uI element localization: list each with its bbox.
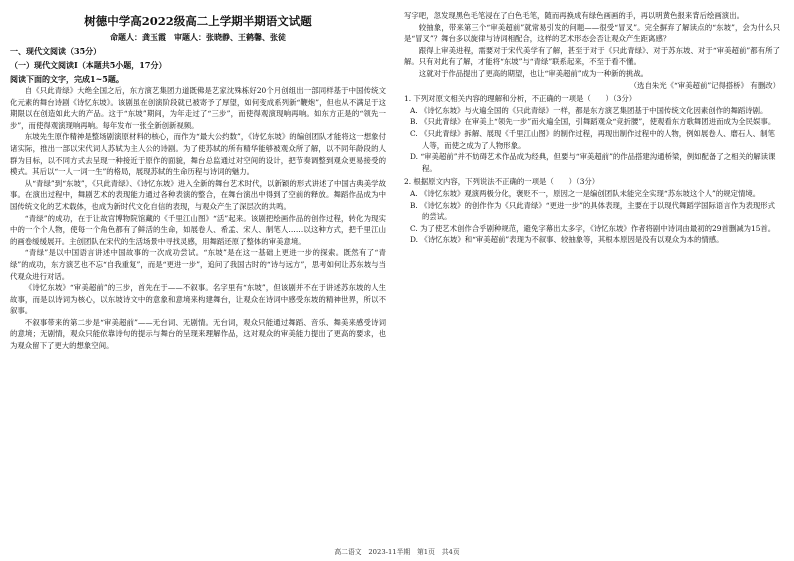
passage-paragraph: 从“青绿”到“东坡”，《只此青绿》、《诗忆东坡》进入全新的舞台艺术时代，以新颖的形式讲述了中国古典美学故事。在演出过程中，舞剧艺术的表现能力通过各种表演的整合，在舞台演出中得到了空前的释放。舞蹈作品成为中国传统文化的艺术载体，也成为新时代文化自信的表现，与观众产生了深层次的共鸣。 bbox=[10, 178, 386, 211]
question-stem: 1. 下列对原文相关内容的理解和分析，不正确的一项是（ ）（3分） bbox=[404, 94, 637, 104]
question-option: D. “审美超前”并不妨碍艺术作品成为经典，但要与“审美超前”的作品搭建沟通桥梁，例如配备了之相关的解读课程。 bbox=[410, 152, 776, 173]
passage-paragraph: “青绿”是以中国语言讲述中国故事的一次成功尝试。“东坡”是在这一基础上更进一步的探索。既然有了“青绿”的成功，东方演艺也不忘“自我重复”，而是“更进一步”，追问了我国古时的“诗与远方”，思考如何让苏东坡与当代观众进行对话。 bbox=[10, 248, 386, 281]
passage-paragraph: 这就对于作品提出了更高的期望，也让“审美超前”成为一种新的挑战。 bbox=[418, 68, 649, 78]
question-option: D. 《诗忆东坡》和“审美超前”表现为不叙事、较抽象等，其根本原因是没有以观众为本的情感。 bbox=[410, 235, 724, 245]
authors-line: 命题人：龚玉霞 审题人：张晓静、王鹤馨、张徒 bbox=[110, 32, 286, 42]
question-option: B. 《只此青绿》在审美上“领先一步”而火遍全国，引舞蹈观众“竞折腰”，使观看东方歌舞团进而成为全民娱事。 bbox=[410, 117, 776, 127]
question-option: C. 《只此青绿》拆解、展现《千里江山图》的制作过程，再现出制作过程中的人物，例如展卷人、磨石人、制笔人等，而使之成为了人物形象。 bbox=[410, 128, 775, 150]
passage-paragraph: “青绿”的成功，在于让故宫博物院馆藏的《千里江山图》“活”起来。该剧把绘画作品的创作过程，转化为现实中的一个个人物，使每一个角色都有了鲜活的生命，如展卷人、希孟、宋人、制笔人……以这种方式，把千里江山的画卷缓缓展开。主创团队在宋代的生活场景中寻找灵感，用舞蹈还原了整体的审美意境。 bbox=[10, 213, 386, 246]
passage-paragraph: 较抽象，带来第三个“审美超前”就常易引发的问题——很受“冒叉”。完全摒弃了解读点的“东坡”，会为什么只是“冒叉”？舞台多以旋律与诗词相配合，这样的艺术形态会否让观众产生距离感？ bbox=[404, 22, 780, 44]
page-title: 树德中学高2022级高二上学期半期语文试题 bbox=[84, 14, 312, 28]
passage-paragraph: 《诗忆东坡》“审美超前”的三步，首先在于——不叙事。名字里有“东坡”，但该剧并不在于讲述苏东坡的人生故事，而是以诗词为核心，以东坡诗文中的意象和意境来构建舞台，让观众在诗词中感受东坡的精神世界，所以不叙事。 bbox=[10, 283, 386, 316]
question-option: B. 《诗忆东坡》的创作作为《只此青绿》“更进一步”的具体表现，主要在于以现代舞蹈学国际语言作为表现形式的尝试。 bbox=[410, 200, 776, 222]
question-option: A. 《诗忆东坡》与火遍全国的《只此青绿》一样，都是东方演艺集团基于中国传统文化因素创作的舞蹈诗剧。 bbox=[410, 105, 768, 115]
question-option: A. 《诗忆东坡》观演两极分化，褒贬不一，原因之一是编创团队未能完全实现“苏东坡这个人”的规定情境。 bbox=[410, 188, 761, 198]
question-option: C. 为了使艺术创作合乎剧种规范，避免字幕出太多字，《诗忆东坡》作者将剧中诗词由最初的29首删减为15首。 bbox=[410, 223, 776, 233]
instruction: 阅读下面的文字，完成1~5题。 bbox=[10, 74, 124, 84]
page-footer: 高二语文 2023-11半期 第1页 共4页 bbox=[334, 548, 460, 556]
passage-paragraph: 跟得上审美进程，需要对于宋代美学有了解，甚至于对于《只此青绿》、对于苏东坡、对于“审美超前”都有所了解。只有对此有了解，才能将“东坡”与“青绿”联系起来，不至于看不懂。 bbox=[404, 45, 780, 67]
left-column bbox=[10, 0, 386, 352]
passage-paragraph: 写字吧，忽发现黑色毛笔浸在了白色毛笔，随而再换成有绿色画画的手，再以明黄色报来背后绘画演出。 bbox=[404, 11, 744, 20]
right-column bbox=[404, 10, 780, 246]
question-stem: 2. 根据原文内容，下列说法不正确的一项是（ ）（3分） bbox=[404, 177, 600, 187]
passage-paragraph: 东坡先生原作精神是整场剧演原材料的核心，而作为“最大公约数”，《诗忆东坡》的编创团队才能将这一想象付诸实际，推出一部以宋代词人苏轼为主人公的诗剧。为了使苏轼的所有精华能够被观众所了解，以不同年龄段的人群为目标，以不同方式去呈现一种接近于原作的面貌，舞台总监通过对空间的设计，把节奏调整到观众更易接受的模式。其后以“一人一词一生”的格局，展现苏轼的生命历程与诗词的魅力。 bbox=[10, 132, 386, 177]
passage-source: （选自朱光《“审美超前”记得搭桥》 有删改） bbox=[629, 80, 780, 90]
passage-paragraph: 自《只此青绿》大绝全国之后，东方演艺集团力道既佛是艺家沈殊栋好20个月创组出一部同样基于中国传统文化元素的舞台诗剧《诗忆东坡》。该剧虽在创演阶段就已被寄予了厚望，如何变成系列新“鞭炮”，但也从不满足于这期限以在创造如此大的产品。这于“东坡”期间，为年走过了“三步”，而使得观演现响再响。如东方正是的“领先一步”，而使得观演现响再响。每年发布一张全新创新视频。 bbox=[10, 86, 386, 130]
section-heading: 一、现代文阅读（35分） bbox=[10, 46, 102, 56]
subsection-heading: （一）现代文阅读Ⅰ（本题共5小题，17分） bbox=[10, 60, 167, 70]
passage-paragraph: 不叙事带来的第二步是“审美超前”——无台词、无剧情。无台词，观众只能通过舞蹈、音乐、舞美来感受诗词的意境；无剧情，观众只能依靠诗句的提示与舞台的呈现来理解作品，这对观众的审美能力提出了更高的要求，也为观众留下了更大的想象空间。 bbox=[10, 317, 386, 351]
